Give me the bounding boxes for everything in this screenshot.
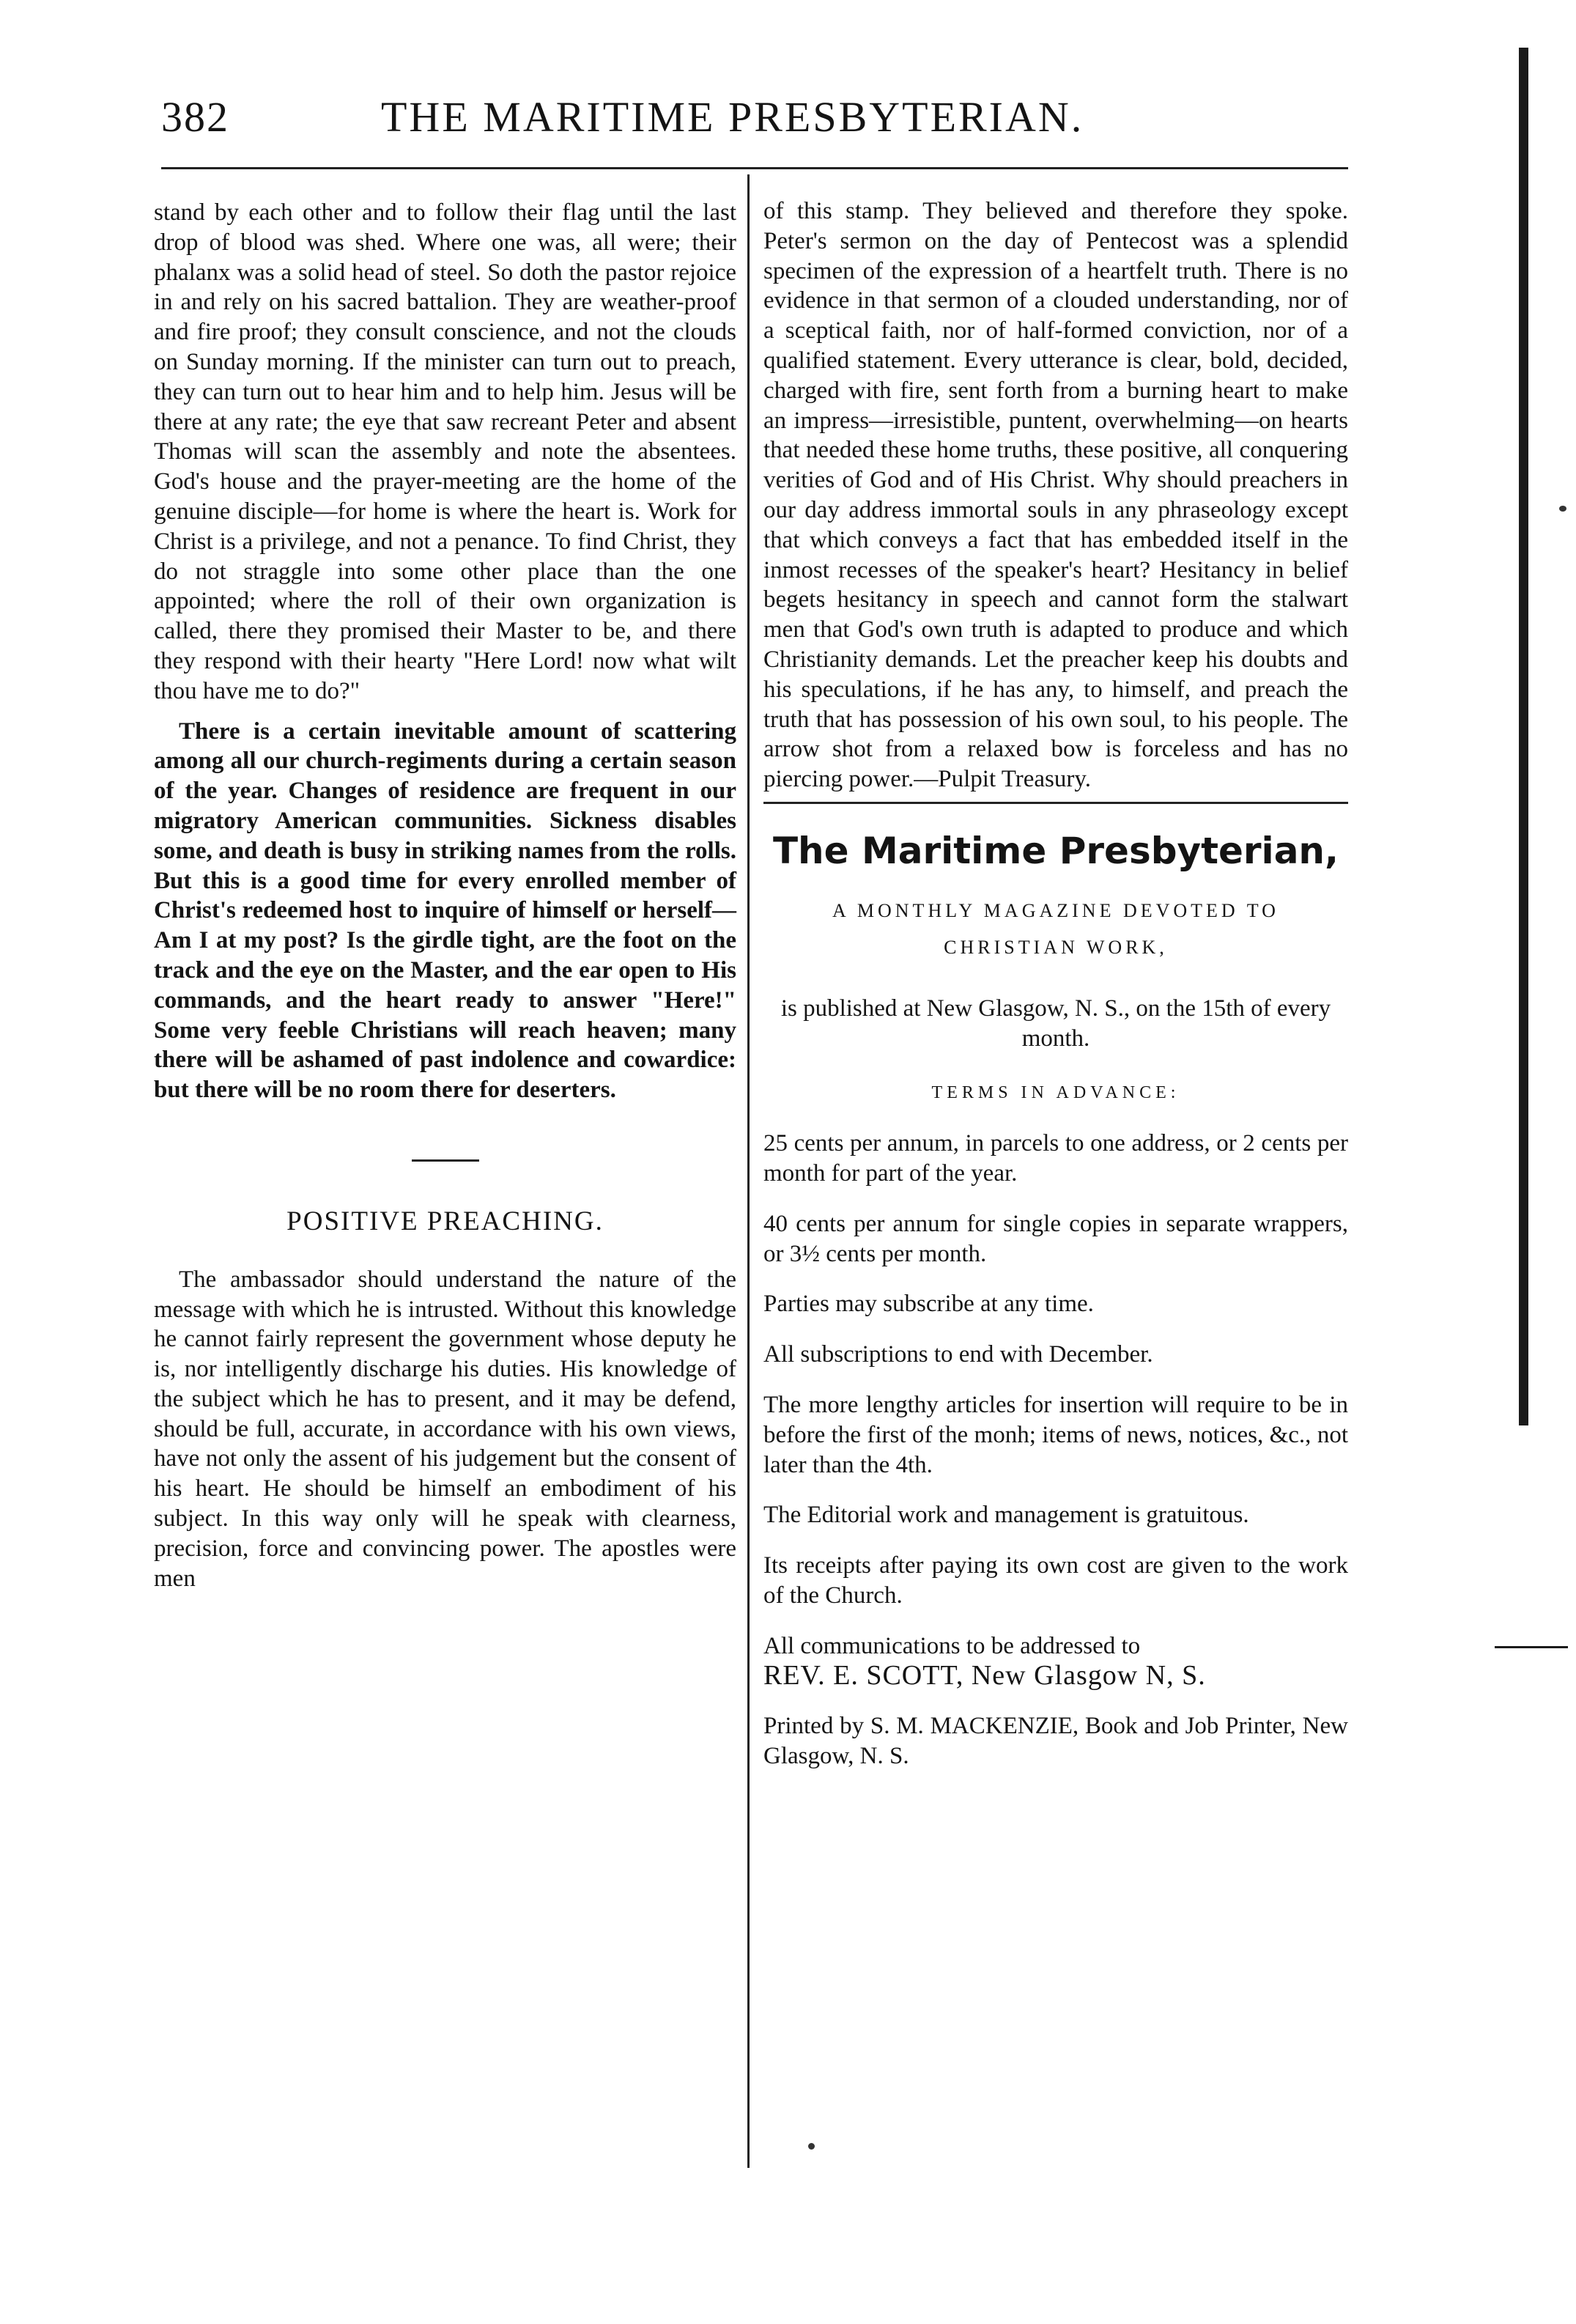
magazine-subtitle: A MONTHLY MAGAZINE DEVOTED TO CHRISTIAN WORK, xyxy=(832,899,1279,958)
terms-item-8: All communications to be addressed to xyxy=(763,1632,1141,1659)
left-paragraph-3: The ambassador should understand the nature of the message with which he is intrusted. Without this knowledge he cannot fairly represent the government whose deputy he is, nor intelligently discharge his duties. His knowledge of the subject which he has to present, and it may be defend, should be full, accurate, in accordance with his own views, have not only the assent of his judgement but the consent of his heart. He should be himself an embodiment of his subject. In this way only will he speak with clearness, precision, force and convincing power. The apostles were men xyxy=(154,1266,736,1592)
terms-item-3: Parties may subscribe at any time. xyxy=(763,1291,1094,1318)
masthead-rule xyxy=(763,802,1348,804)
section-divider xyxy=(412,1159,479,1162)
left-column xyxy=(154,198,736,1593)
printer-credit: Printed by S. M. MACKENZIE, Book and Job Printer, New Glasgow, N. S. xyxy=(763,1713,1348,1770)
header-rule xyxy=(161,167,1348,169)
left-paragraph-2: There is a certain inevitable amount of scattering among all our church-regiments during a certain season of the year. Changes of residence are frequent in our migratory American communities. Sickness disables some, and death is busy in striking names from the rolls. But this is a good time for every enrolled member of Christ's redeemed host to inquire of himself or herself—Am I at my post? Is the girdle tight, are the foot on the track and the eye on the Master, and the ear open to His commands, and the heart ready to answer "Here!" Some very feeble Christians will reach heaven; many there will be ashamed of past indolence and cowardice: but there will be no room there for deserters. xyxy=(154,718,736,1104)
terms-item-4: All subscriptions to end with December. xyxy=(763,1341,1153,1368)
terms-item-6: The Editorial work and management is gratuitous. xyxy=(763,1502,1249,1529)
editor-address: REV. E. SCOTT, New Glasgow N, S. xyxy=(763,1660,1206,1692)
page-edge-bar xyxy=(1519,48,1528,1425)
terms-heading: TERMS IN ADVANCE: xyxy=(931,1083,1180,1103)
right-column xyxy=(763,196,1348,1771)
section-title: POSITIVE PREACHING. xyxy=(286,1206,604,1236)
running-title: THE MARITIME PRESBYTERIAN. xyxy=(381,93,1084,141)
magazine-title: The Maritime Presbyterian, xyxy=(772,829,1339,872)
terms-item-2: 40 cents per annum for single copies in separate wrappers, or 3½ cents per month. xyxy=(763,1210,1348,1267)
left-paragraph-1: stand by each other and to follow their flag until the last drop of blood was shed. Where one was, all were; their phalanx was a solid head of steel. So doth the pastor rejoice in and rely on his sacred battalion. They are weather-proof and fire proof; they consult conscience, and not the clouds on Sunday morning. If the minister can turn out to preach, they can turn out to hear him and to help him. Jesus will be there at any rate; the eye that saw recreant Peter and absent Thomas will scan the assembly and note the absentees. God's house and the prayer-meeting are the home of the genuine disciple—for home is where the heart is. Work for Christ is a privilege, and not a penance. To find Christ, they do not straggle into some other place than the one appointed; where the roll of their own organization is called, there they promised their Master to be, and there they respond with their hearty "Here Lord! now what wilt thou have me to do?" xyxy=(154,199,736,704)
publication-note: is published at New Glasgow, N. S., on the 15th of every month. xyxy=(780,995,1331,1052)
column-divider xyxy=(747,174,750,2168)
page-edge-tick xyxy=(1495,1646,1568,1648)
page-header xyxy=(161,88,1348,147)
terms-item-7: Its receipts after paying its own cost are given to the work of the Church. xyxy=(763,1552,1348,1609)
ink-speck xyxy=(808,2143,815,2150)
ink-speck xyxy=(1559,506,1566,512)
terms-item-1: 25 cents per annum, in parcels to one address, or 2 cents per month for part of the year. xyxy=(763,1130,1348,1187)
page-number: 382 xyxy=(161,93,229,141)
terms-item-5: The more lengthy articles for insertion will require to be in before the first of the monh; items of news, notices, &c., not later than the 4th. xyxy=(763,1391,1348,1478)
right-paragraph-1: of this stamp. They believed and therefore they spoke. Peter's sermon on the day of Pentecost was a splendid specimen of the expression of a heartfelt truth. There is no evidence in that sermon of a clouded understanding, nor of a sceptical faith, nor of half-formed conviction, nor of a qualified statement. Every utterance is clear, bold, decided, charged with fire, sent forth from a burning heart to make an impress—irresistible, puntent, overwhelming—on hearts that needed these home truths, these positive, all conquering verities of God and of His Christ. Why should preachers in our day address immortal souls in any phraseology except that which conveys a fact that has embedded itself in the inmost recesses of the speaker's heart? Hesitancy in belief begets hesitancy in speech and cannot form the stalwart men that God's own truth is adapted to produce and which Christianity demands. Let the preacher keep his doubts and his speculations, if he has any, to himself, and preach the truth that has possession of his own soul, to his people. The arrow shot from a relaxed bow is forceless and has no piercing power.—Pulpit Treasury. xyxy=(763,198,1348,793)
